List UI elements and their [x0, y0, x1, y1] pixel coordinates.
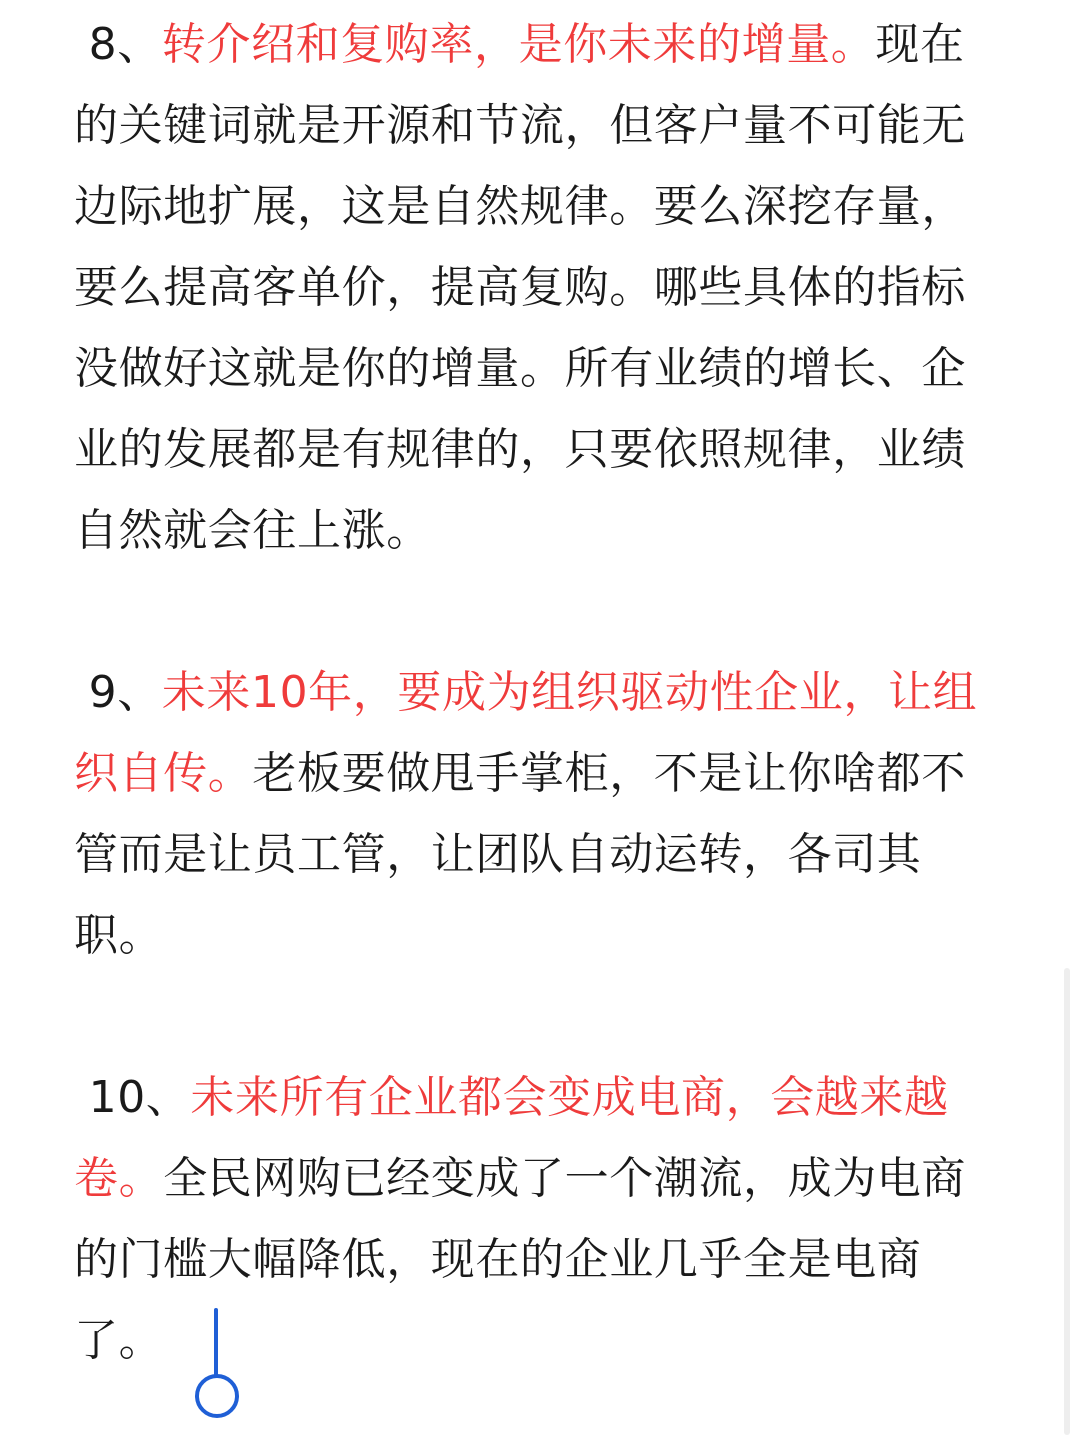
scrollbar[interactable] — [1064, 968, 1070, 1435]
item-number: 8、 — [88, 19, 162, 70]
body-text: 现在的关键词就是开源和节流，但客户量不可能无边际地扩展，这是自然规律。要么深挖存量，要么提高客单价，提高复购。哪些具体的指标没做好这就是你的增量。所有业绩的增长、企业的发展都是有规律的，只要依照规律，业绩自然就会往上涨。 — [74, 19, 966, 556]
cursor-bar — [214, 1308, 218, 1378]
highlight-text: 转介绍和复购率，是你未来的增量。 — [161, 19, 876, 70]
paragraph-9[interactable] — [74, 652, 989, 976]
body-text: 老板要做甩手掌柜，不是让你啥都不管而是让员工管，让团队自动运转，各司其职。 — [74, 748, 967, 961]
paragraph-8[interactable] — [74, 4, 989, 571]
item-number: 10、 — [88, 1072, 191, 1123]
cursor-knob[interactable] — [195, 1374, 239, 1418]
item-number: 9、 — [88, 667, 162, 718]
body-text: 全民网购已经变成了一个潮流，成为电商的门槛大幅降低，现在的企业几乎全是电商了。 — [74, 1153, 967, 1366]
text-cursor-handle-icon[interactable] — [193, 1308, 239, 1420]
highlight-text: 未来所有企业都会变成电商，会越来越卷。 — [74, 1072, 949, 1204]
highlight-text: 未来10年，要成为组织驱动性企业，让组织自传。 — [74, 667, 978, 799]
